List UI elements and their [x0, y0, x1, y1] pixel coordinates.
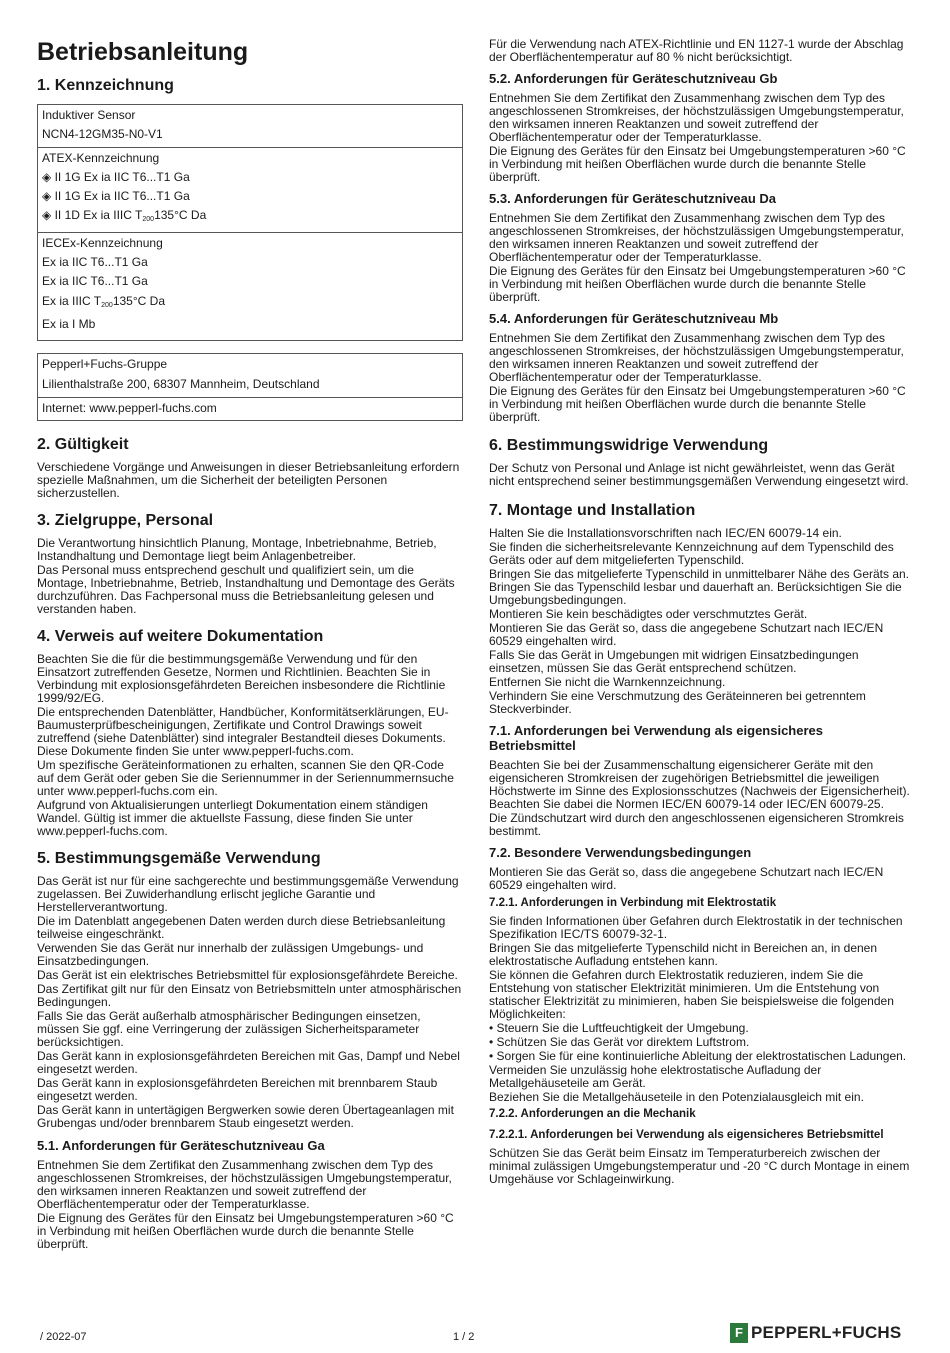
paragraph: Bringen Sie das mitgelieferte Typenschild in unmittelbarer Nähe des Geräts an. Bringen Sie das Typenschild lesbar und dauerhaft an. Berücksichtigen Sie die Umgebungsbedingungen.: [489, 567, 910, 607]
paragraph: Die im Datenblatt angegebenen Daten werden durch diese Betriebsanleitung teilweise eingeschränkt.: [37, 914, 446, 942]
paragraph: Das Personal muss entsprechend geschult und qualifiziert sein, um die Montage, Inbetriebnahme, Betrieb, Instandhaltung und Demontage des Geräts durchzuführen. Das Fachpersonal muss die Betriebsanleitung gelesen und verstanden haben.: [37, 563, 455, 617]
marking-table: [37, 104, 463, 341]
bullet-item: • Steuern Sie die Luftfeuchtigkeit der Umgebung.: [489, 1021, 749, 1035]
paragraph: Das Gerät ist ein elektrisches Betriebsmittel für explosionsgefährdete Bereiche.: [37, 968, 458, 983]
heading-bestimmungswidrig: 6. Bestimmungswidrige Verwendung: [489, 437, 769, 454]
atex-line: ◈ II 1G Ex ia IIC T6...T1 Ga: [42, 189, 190, 204]
paragraph: Vermeiden Sie unzulässig hohe elektrostatische Aufladung der Metallgehäuseteile am Gerät.: [489, 1063, 822, 1090]
iecex-label: IECEx-Kennzeichnung: [42, 235, 163, 250]
atex-line: ◈ II 1D Ex ia IIIC $T_{200}135^\circ C$ Da: [42, 208, 207, 224]
paragraph: Schützen Sie das Gerät beim Einsatz im Temperaturbereich zwischen der minimal zulässigen Umgebungstemperatur und -20 °C durch Montage in einem Umgehäuse vor Schlageinwirkung.: [489, 1146, 910, 1186]
company-table: [37, 353, 463, 421]
paragraph: Verschiedene Vorgänge und Anweisungen in dieser Betriebsanleitung erfordern spezielle Maßnahmen, um die Sicherheit der beteiligten Personen sicherzustellen.: [37, 460, 460, 501]
paragraph: Um spezifische Geräteinformationen zu erhalten, scannen Sie den QR-Code auf dem Gerät oder geben Sie die Seriennummer in der Seriennummernsuche unter www.pepperl-fuchs.com ein.: [37, 758, 454, 799]
paragraph: Der Schutz von Personal und Anlage ist nicht gewährleistet, wenn das Gerät nicht entsprechend seiner bestimmungsgemäßen Verwendung eingesetzt wird.: [489, 461, 909, 488]
paragraph: Das Gerät kann in explosionsgefährdeten Bereichen mit brennbarem Staub eingesetzt werden.: [37, 1076, 438, 1104]
heading-zielgruppe: 3. Zielgruppe, Personal: [37, 512, 214, 530]
footer-date: / 2022-07: [40, 1331, 87, 1343]
heading-7-2: 7.2. Besondere Verwendungsbedingungen: [489, 845, 752, 860]
internet-cell: [38, 398, 462, 420]
company-name: Pepperl+Fuchs-Gruppe: [42, 357, 168, 372]
heading-7-1: 7.1. Anforderungen bei Verwendung als eigensicheres Betriebsmittel: [489, 723, 824, 753]
paragraph: Sie finden Informationen über Gefahren durch Elektrostatik in der technischen Spezifikation IEC/TS 60079-32-1.: [489, 914, 903, 941]
paragraph: Für die Verwendung nach ATEX-Richtlinie und EN 1127-1 wurde der Abschlag der Oberflächentemperatur auf 80 % nicht berücksichtigt.: [489, 37, 904, 64]
page-number: 1 / 2: [453, 1331, 475, 1343]
paragraph: Das Zertifikat gilt nur für den Einsatz von Betriebsmitteln unter atmosphärischen Bedingungen.: [37, 982, 462, 1010]
ex-symbol-icon: ◈: [42, 169, 52, 184]
paragraph: Die Eignung des Gerätes für den Einsatz bei Umgebungstemperaturen >60 °C in Verbindung mit heißen Oberflächen wurde durch die benannte Stelle überprüft.: [489, 264, 906, 304]
ex-symbol-icon: ◈: [42, 189, 52, 204]
paragraph: Falls Sie das Gerät außerhalb atmosphärischer Bedingungen einsetzen, müssen Sie ggf. eine Verringerung der zulässigen Sicherheitsparameter berücksichtigen.: [37, 1009, 421, 1050]
paragraph: Aufgrund von Aktualisierungen unterliegt Dokumentation einem ständigen Wandel. Gültig ist immer die aktuellste Fassung, diese finden Sie unter www.pepperl-fuchs.com.: [37, 798, 428, 839]
sensor-model: NCN4-12GM35-N0-V1: [42, 127, 163, 142]
sensor-cell: [38, 105, 462, 148]
sensor-label: Induktiver Sensor: [42, 108, 136, 122]
brand-logo: [730, 1323, 901, 1343]
paragraph: Beziehen Sie die Metallgehäuseteile in den Potenzialausgleich mit ein.: [489, 1090, 864, 1104]
paragraph: Verwenden Sie das Gerät nur innerhalb der zulässigen Umgebungs- und Einsatzbedingungen.: [37, 941, 424, 969]
paragraph: Bringen Sie das mitgelieferte Typenschild nicht in Bereichen an, in denen elektrostatische Aufladung entstehen kann.: [489, 941, 878, 968]
heading-verweis: 4. Verweis auf weitere Dokumentation: [37, 628, 324, 646]
bullet-item: • Schützen Sie das Gerät vor direktem Luftstrom.: [489, 1035, 750, 1049]
atex-line: ◈ II 1G Ex ia IIC T6...T1 Ga: [42, 169, 190, 184]
heading-5-1: 5.1. Anforderungen für Geräteschutzniveau Ga: [37, 1138, 325, 1154]
heading-7-2-2-1: 7.2.2.1. Anforderungen bei Verwendung als eigensicheres Betriebsmittel: [489, 1129, 884, 1141]
company-address: Lilienthalstraße 200, 68307 Mannheim, Deutschland: [42, 376, 320, 391]
paragraph: Montieren Sie das Gerät so, dass die angegebene Schutzart nach IEC/EN 60529 eingehalten wird.: [489, 865, 884, 892]
iecex-line: Ex ia IIC T6...T1 Ga: [42, 255, 148, 270]
iecex-line: Ex ia IIIC $T_{200}135^\circ C$ Da: [42, 293, 165, 309]
atex-label: ATEX-Kennzeichnung: [42, 150, 160, 165]
paragraph: Montieren Sie das Gerät so, dass die angegebene Schutzart nach IEC/EN 60529 eingehalten wird.: [489, 621, 884, 648]
heading-5-4: 5.4. Anforderungen für Geräteschutzniveau Mb: [489, 311, 779, 326]
paragraph: Entfernen Sie nicht die Warnkennzeichnung.: [489, 675, 726, 689]
ex-symbol-icon: ◈: [42, 208, 52, 223]
paragraph: Montieren Sie kein beschädigtes oder verschmutztes Gerät.: [489, 607, 808, 621]
iecex-line: Ex ia IIC T6...T1 Ga: [42, 274, 148, 289]
heading-montage: 7. Montage und Installation: [489, 502, 696, 519]
paragraph: Halten Sie die Installationsvorschriften nach IEC/EN 60079-14 ein.: [489, 526, 842, 540]
heading-5-2: 5.2. Anforderungen für Geräteschutzniveau Gb: [489, 71, 778, 86]
paragraph: Sie können die Gefahren durch Elektrostatik reduzieren, indem Sie die Entstehung von statischer Elektrizität minimieren. Um die Entstehung von statischer Elektrizität zu minimieren, haben Sie beispielsweise die folgenden Möglichkeiten:: [489, 968, 894, 1021]
heading-gueltigkeit: 2. Gültigkeit: [37, 436, 129, 454]
paragraph: Beachten Sie bei der Zusammenschaltung eigensicherer Geräte mit den eigensicheren Stromkreisen der zugehörigen Betriebsmittel die jeweiligen Höchstwerte im Sinne des Explosionsschutzes (Nachweis der Eigensicherheit). Beachten Sie dabei die Normen IEC/EN 60079-14 oder IEC/EN 60079-25.: [489, 758, 910, 811]
paragraph: Die Eignung des Gerätes für den Einsatz bei Umgebungstemperaturen >60 °C in Verbindung mit heißen Oberflächen wurde durch die benannte Stelle überprüft.: [489, 384, 906, 424]
page-title: Betriebsanleitung: [37, 38, 249, 66]
iecex-line: Ex ia I Mb: [42, 316, 96, 331]
paragraph: Die Eignung des Gerätes für den Einsatz bei Umgebungstemperaturen >60 °C in Verbindung mit heißen Oberflächen wurde durch die benannte Stelle überprüft.: [489, 144, 906, 184]
paragraph: Sie finden die sicherheitsrelevante Kennzeichnung auf dem Typenschild des Geräts oder auf dem mitgelieferten Typenschild.: [489, 540, 894, 567]
iecex-cell: [38, 233, 462, 340]
bullet-item: • Sorgen Sie für eine kontinuierliche Ableitung der elektrostatischen Ladungen.: [489, 1049, 907, 1063]
heading-7-2-2: 7.2.2. Anforderungen an die Mechanik: [489, 1108, 696, 1120]
logo-mark-icon: F: [730, 1323, 748, 1343]
paragraph: Das Gerät ist nur für eine sachgerechte und bestimmungsgemäße Verwendung zugelassen. Bei Zuwiderhandlung erlischt jegliche Garantie und Herstellerverantwortung.: [37, 874, 459, 915]
heading-bestimmungsgemaess: 5. Bestimmungsgemäße Verwendung: [37, 850, 321, 868]
paragraph: Beachten Sie die für die bestimmungsgemäße Verwendung und für den Einsatzort zutreffenden Gesetze, Normen und Richtlinien. Beachten Sie in Verbindung mit explosionsgefährdeten Bereichen insbesondere die Richtlinie 1999/92/EG.: [37, 652, 446, 706]
heading-kennzeichnung: 1. Kennzeichnung: [37, 77, 174, 94]
heading-7-2-1: 7.2.1. Anforderungen in Verbindung mit Elektrostatik: [489, 897, 777, 909]
company-cell: [38, 354, 462, 398]
paragraph: Entnehmen Sie dem Zertifikat den Zusammenhang zwischen dem Typ des angeschlossenen Stromkreises, der höchstzulässigen Umgebungstemperatur, den wirksamen inneren Reaktanzen und soweit zutreffend der Oberflächentemperatur oder der Temperaturklasse.: [489, 331, 904, 384]
paragraph: Das Gerät kann in untertägigen Bergwerken sowie deren Übertageanlagen mit Grubengas und/oder brennbarem Staub eingesetzt werden.: [37, 1103, 454, 1131]
left-column: [37, 0, 463, 1252]
paragraph: Die Eignung des Gerätes für den Einsatz bei Umgebungstemperaturen >60 °C in Verbindung mit heißen Oberflächen wurde durch die benannte Stelle überprüft.: [37, 1211, 454, 1252]
paragraph: Entnehmen Sie dem Zertifikat den Zusammenhang zwischen dem Typ des angeschlossenen Stromkreises, der höchstzulässigen Umgebungstemperatur, den wirksamen inneren Reaktanzen und soweit zutreffend der Oberflächentemperatur oder der Temperaturklasse.: [489, 91, 904, 144]
paragraph: Falls Sie das Gerät in Umgebungen mit widrigen Einsatzbedingungen einsetzen, müssen Sie das Gerät entsprechend schützen.: [489, 648, 859, 675]
paragraph: Das Gerät kann in explosionsgefährdeten Bereichen mit Gas, Dampf und Nebel eingesetzt werden.: [37, 1049, 460, 1077]
logo-text: PEPPERL+FUCHS: [751, 1323, 902, 1342]
paragraph: Die entsprechenden Datenblätter, Handbücher, Konformitätserklärungen, EU-Baumusterprüfbescheinigungen, Zertifikate und Control Drawings soweit zutreffend (siehe Datenblätter) sind integraler Bestandteil dieses Dokuments. Diese Dokumente finden Sie unter www.pepperl-fuchs.com.: [37, 705, 449, 759]
paragraph: Die Zündschutzart wird durch den angeschlossenen eigensicheren Stromkreis bestimmt.: [489, 811, 904, 838]
paragraph: Entnehmen Sie dem Zertifikat den Zusammenhang zwischen dem Typ des angeschlossenen Stromkreises, der höchstzulässigen Umgebungstemperatur, den wirksamen inneren Reaktanzen und soweit zutreffend der Oberflächentemperatur oder der Temperaturklasse.: [37, 1158, 452, 1212]
right-column: [489, 38, 913, 1187]
atex-cell: [38, 148, 462, 233]
company-internet: Internet: www.pepperl-fuchs.com: [42, 400, 217, 415]
paragraph: Entnehmen Sie dem Zertifikat den Zusammenhang zwischen dem Typ des angeschlossenen Stromkreises, der höchstzulässigen Umgebungstemperatur, den wirksamen inneren Reaktanzen und soweit zutreffend der Oberflächentemperatur oder der Temperaturklasse.: [489, 211, 904, 264]
heading-5-3: 5.3. Anforderungen für Geräteschutzniveau Da: [489, 191, 777, 206]
paragraph: Die Verantwortung hinsichtlich Planung, Montage, Inbetriebnahme, Betrieb, Instandhaltung und Demontage liegt beim Anlagenbetreiber.: [37, 536, 437, 564]
paragraph: Verhindern Sie eine Verschmutzung des Geräteinneren bei getrenntem Steckverbinder.: [489, 689, 866, 716]
